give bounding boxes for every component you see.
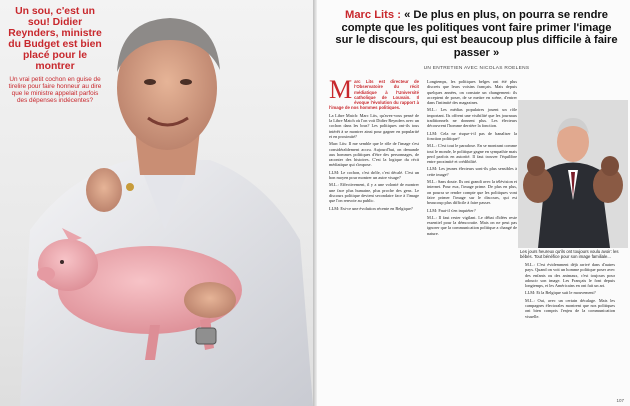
paragraph: Marc Lits: Il me semble que le rôle de l'image s'est considérablement accru. Aujourd'hui, on demande aux hommes politiques d'être des personnages, de raconter des histoires. C'est la logique du récit médiatique qui s'impose. xyxy=(329,141,419,168)
drop-cap: M xyxy=(329,79,353,104)
article-column-2 xyxy=(427,79,517,397)
article-headline xyxy=(333,9,620,59)
paragraph: M.L.: Sans doute. Ils ont grandi avec la télévision et internet. Pour eux, l'image prime. De plus en plus, on pourra se rendre compte que les politiques vont faire primer l'image sur le discours, qui est beaucoup plus difficile à faire passer. xyxy=(427,179,517,206)
paragraph: LLM: Et la Belgique suit le mouvement? xyxy=(525,290,596,296)
inset-caption: Les jours heureux qu'ils ont toujours voulu avoir: les bébés. Tout bénéfice pour son image familiale... xyxy=(520,249,619,259)
paragraph: LLM: Est-ce une évolution récente en Belgique? xyxy=(329,205,413,211)
paragraph: La Libre Match: Marc Lits, qu'avez-vous pensé de la Libre Match où l'on voit Didier Reynders avec un cochon dans les bras? Les politiques ont-ils tous intérêt à se montrer ainsi pour gagner en popularité et en proximité? xyxy=(329,112,419,139)
article-column-3 xyxy=(525,262,615,397)
paragraph: M.L.: Oui, avec un certain décalage. Mais les campagnes électorales montrent que nos politiques ont bien compris l'enjeu de la communication visuelle. xyxy=(525,297,615,319)
caption-subtitle: Un vrai petit cochon en guise de tirelire pour faire honneur au dire que le ministre appelait parfois des dépenses indécentes? xyxy=(8,76,102,104)
page-number: 107 xyxy=(616,398,624,403)
paragraph: M.L.: Les médias populaires jouent un rôle important. Ils offrent une visibilité que les journaux traditionnels ne donnent plus. Les électeurs découvrent l'homme derrière la fonction. xyxy=(427,107,517,129)
article-byline: UN ENTRETIEN AVEC NICOLAS ROELENS xyxy=(423,66,530,71)
paragraph: LLM: Les jeunes électeurs sont-ils plus sensibles à cette image? xyxy=(427,166,517,177)
paragraph: M.L.: C'est évidemment déjà arrivé dans d'autres pays. Quand on voit un homme politique poser avec des enfants ou des animaux, c'est toujours pour adoucir son image. Les Français le font depuis longtemps, et les Américains en ont fait un art. xyxy=(525,262,615,289)
paragraph: M.L.: Effectivement, il y a une volonté de montrer une face plus humaine, plus proche des gens. Le discours politique devient secondaire face à l'image que l'on renvoie au public. xyxy=(329,182,419,204)
paragraph: LLM: Faut-il s'en inquiéter? xyxy=(427,207,476,213)
paragraph: M.L.: Il faut rester vigilant. Le débat d'idées reste essentiel pour la démocratie. Mais on ne peut pas ignorer que la communication politique a changé de nature. xyxy=(427,214,517,236)
photo-caption xyxy=(6,6,104,104)
right-page xyxy=(317,0,630,406)
article-lead: arc Lits est directeur de l'Observatoire du récit médiatique à l'Université catholique de Louvain. Il évoque l'évolution du rapport à l'image de nos hommes politiques. xyxy=(329,79,419,111)
article-column-1 xyxy=(329,79,419,397)
paragraph: Longtemps, les politiques belges ont été plus discrets que leurs voisins français. Mais depuis quelques années, on constate un changement: ils acceptent de poser, de se mettre en scène, d'entrer dans l'intimité des magazines. xyxy=(427,79,517,106)
caption-title: Un sou, c'est un sou! Didier Reynders, ministre du Budget est bien placé pour le montrer xyxy=(8,6,102,72)
left-page xyxy=(0,0,313,406)
inset-photo xyxy=(518,100,628,248)
headline-quote: « De plus en plus, on pourra se rendre compte que les politiques vont faire primer l'image sur le discours, qui est beaucoup plus difficile à faire passer » xyxy=(335,9,618,59)
headline-name: Marc Lits : xyxy=(345,9,401,21)
paragraph: LLM: Cela ne risque-t-il pas de banaliser la fonction politique? xyxy=(427,130,517,141)
paragraph: LLM: Le cochon, c'est drôle, c'est décalé. C'est un bon moyen pour montrer un autre visage? xyxy=(329,169,419,181)
paragraph: M.L.: C'est tout le paradoxe. En se montrant comme tout le monde, le politique gagne en sympathie mais perd parfois en autorité. Il faut trouver l'équilibre entre proximité et crédibilité. xyxy=(427,143,517,165)
